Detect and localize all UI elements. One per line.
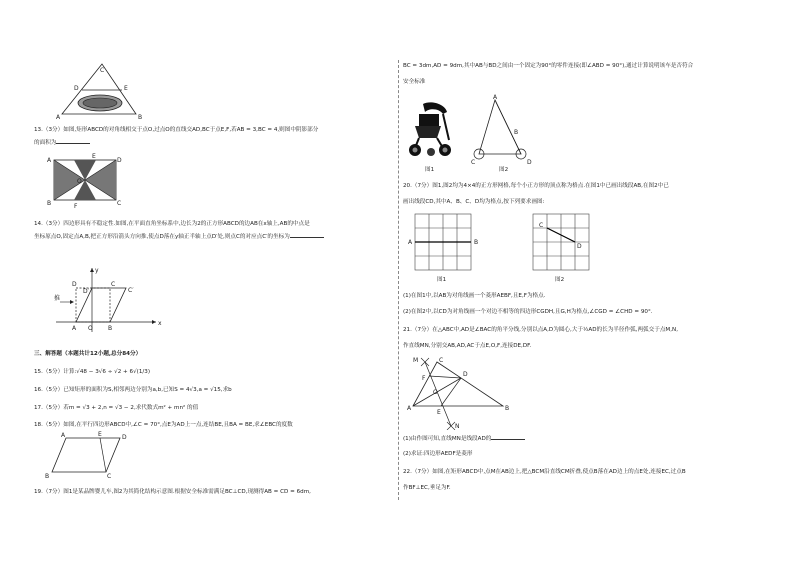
stroller-geometry-figure — [469, 94, 539, 166]
label-E: E — [437, 409, 441, 416]
grid2-caption: 图2 — [555, 277, 565, 283]
label-A: A — [61, 432, 66, 439]
q20-text2: 画出线段CD,其中A、B、C、D均为格点,按下列要求画图: — [403, 199, 545, 205]
fig2-caption: 图2 — [499, 167, 509, 173]
q20-part2: (2)在图2中,以CD为对角线画一个对边不相等的四边形CGDH,且G,H为格点,∠CGD = ∠CHD = 90°. — [403, 309, 653, 315]
q21-part2: (2)求证:四边形AEDF是菱形 — [403, 451, 473, 457]
label-N: N — [455, 423, 460, 430]
coordinate-square-figure — [52, 264, 162, 336]
q18-text: 18.（5分）如图,在平行四边形ABCD中,∠C = 70°,点E为AD上一点,连结BE,且BA = BE,求∠EBC的度数 — [34, 422, 293, 428]
label-D: D — [122, 434, 127, 441]
label-B: B — [474, 239, 479, 246]
label-M: M — [413, 357, 419, 364]
label-D: D — [527, 159, 532, 166]
label-A: A — [56, 114, 61, 121]
q13-answer-blank — [56, 138, 90, 144]
q21-part1: (1)由作图可知,直线MN是线段AD的 — [403, 434, 525, 443]
label-O: O — [88, 325, 93, 332]
q21-text2: 作直线MN,分别交AB,AD,AC于点E,O,F,连接DE,DF. — [403, 343, 532, 349]
label-B: B — [514, 129, 519, 136]
label-C: C — [111, 281, 116, 288]
label-C: C — [107, 473, 112, 480]
label-B: B — [108, 325, 113, 332]
q13-text2: 的面积为 — [34, 138, 90, 147]
section3-heading: 三、解答题（本题共计12小题,总分84分） — [34, 351, 142, 357]
label-A: A — [407, 405, 412, 412]
label-C: C — [117, 200, 122, 207]
label-F: F — [422, 375, 426, 382]
grid1-caption: 图1 — [437, 277, 447, 283]
label-D-prime: D′ — [83, 288, 89, 295]
q14-text2: 坐标原点O,固定点A,B,把正方形沿箭头方向推,使点D落在y轴正半轴上点D′处,则点C的对应点C′的坐标为 — [34, 232, 324, 241]
grid1-figure — [407, 212, 483, 272]
label-E: E — [124, 85, 128, 92]
label-D: D — [577, 243, 582, 250]
q15-text: 15.（5分）计算:√48 − 3√6 ÷ √2 + 6√(1/3) — [34, 369, 151, 375]
column-divider — [398, 60, 399, 500]
label-x: x — [158, 320, 162, 327]
grid2-figure — [525, 212, 601, 272]
q20-text: 20.（7分）图1,图2均为4×4的正方形网格,每个小正方形的顶点称为格点.在图1中已画出线段AB,在图2中已 — [403, 183, 669, 189]
q22-text2: 作BF⊥EC,垂足为F. — [403, 485, 451, 491]
label-F: F — [74, 203, 78, 210]
push-label: 推 — [54, 295, 61, 302]
q19-text: 19.（7分）图1是某品牌婴儿车,图2为其简化结构示意图.根据安全标准需满足BC⊥CD,现测得AB = CD = 6dm, — [34, 489, 311, 495]
q14-answer-blank — [290, 232, 324, 238]
label-O: O — [77, 178, 82, 185]
label-A: A — [408, 239, 413, 246]
q14-text: 14.（3分）四边形具有不稳定性.如图,在平面直角坐标系中,边长为2的正方形ABCD的边AB在x轴上,AB的中点是 — [34, 221, 310, 227]
label-C: C — [539, 222, 544, 229]
q21-answer-blank — [491, 434, 525, 440]
q20-part1: (1)在图1中,以AB为对角线画一个菱形AEBF,且E,F为格点. — [403, 293, 546, 299]
q21-text: 21.（7分）在△ABC中,AD是∠BAC的角平分线,分别以点A,D为圆心,大于½AD的长为半径作弧,两弧交于点M,N, — [403, 327, 678, 333]
label-E: E — [92, 153, 96, 160]
label-A: A — [493, 94, 498, 101]
label-C: C — [439, 357, 444, 364]
stroller-figure — [405, 100, 455, 166]
rectangle-shaded-figure — [46, 152, 126, 210]
label-D: D — [117, 157, 122, 164]
q13-text: 13.（3分）如图,矩形ABCD的对角线相交于点O,过点O的直线交AD,BC于点E,F,若AB = 3,BC = 4,则图中阴影部分 — [34, 127, 319, 133]
label-y: y — [95, 267, 99, 274]
label-B: B — [505, 405, 510, 412]
q19-cont-text2: 安全标准 — [403, 79, 426, 85]
q19-cont-text: BC = 3dm,AD = 9dm,其中AB与BD之间由一个固定为90°的零件连接(即∠ABD = 90°),通过计算说明该车是否符合 — [403, 63, 694, 69]
label-E: E — [98, 431, 102, 438]
fig1-caption: 图1 — [425, 167, 435, 173]
label-B: B — [138, 114, 142, 121]
angle-bisector-figure — [407, 354, 511, 430]
label-C-prime: C′ — [128, 287, 134, 294]
parallelogram-figure — [42, 430, 132, 482]
triangle-ellipse-figure — [52, 62, 142, 124]
q22-text: 22.（7分）如图,在矩形ABCD中,点M在AB边上,把△BCM沿直线CM折叠,使点B落在AD边上的点E处,连接EC,过点B — [403, 469, 686, 475]
label-B: B — [45, 473, 50, 480]
label-C: C — [100, 67, 105, 74]
label-D: D — [74, 85, 79, 92]
label-C: C — [471, 159, 476, 166]
q17-text: 17.（5分）若m = √3 + 2,n = √3 − 2,求代数式m² + mn² 的值 — [34, 405, 199, 411]
label-B: B — [47, 200, 52, 207]
label-A: A — [47, 157, 52, 164]
label-D: D — [72, 281, 77, 288]
label-O: O — [433, 389, 438, 396]
q16-text: 16.（5分）已知矩形的面积为S,相邻两边分别为a,b,已知S = 4√3,a = √15,求b — [34, 387, 232, 393]
label-A: A — [72, 325, 77, 332]
label-D: D — [463, 371, 468, 378]
